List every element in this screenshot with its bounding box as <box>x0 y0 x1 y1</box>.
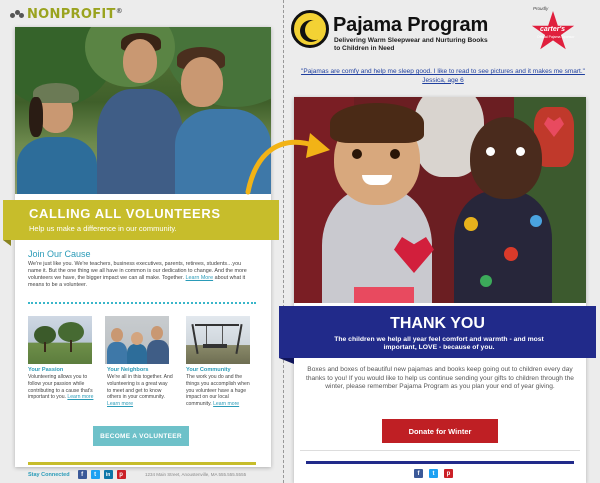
thank-you-banner <box>279 306 596 358</box>
playground-thumbnail <box>186 316 250 364</box>
child-quote[interactable]: "Pajamas are comfy and help me sleep good. I like to read to see pictures and it makes me smart." Jessica, age 6 <box>301 68 585 84</box>
facebook-icon[interactable]: f <box>78 470 87 479</box>
join-our-cause-heading: Join Our Cause <box>28 249 91 259</box>
navy-rule <box>306 461 574 464</box>
stay-connected-label: Stay Connected <box>28 471 70 478</box>
registered-mark: ® <box>115 7 123 15</box>
linkedin-icon[interactable]: in <box>104 470 113 479</box>
facebook-icon[interactable]: f <box>414 469 423 478</box>
grey-rule <box>300 450 580 451</box>
passion-text: Volunteering allows you to follow your passion while contributing to a cause that's important to you. Learn more <box>28 374 94 401</box>
neighbors-thumbnail <box>105 316 169 364</box>
community-title: Your Community <box>186 367 231 373</box>
banner-title: CALLING ALL VOLUNTEERS <box>29 206 221 221</box>
brand-name: NONPROFIT <box>27 7 116 22</box>
pajama-body-text: Boxes and boxes of beautiful new pajamas and books keep going out to children every day thanks to you! If you would like to help us continue sending your gifts to children through the winter, please remember Pajama Program as you plan your end of year giving. <box>306 366 574 391</box>
left-footer-social <box>28 470 126 479</box>
twitter-icon[interactable]: t <box>91 470 100 479</box>
park-thumbnail <box>28 316 92 364</box>
community-learn-more-link[interactable]: Learn more <box>213 401 240 408</box>
thank-you-title: THANK YOU <box>390 315 485 332</box>
become-a-volunteer-button[interactable]: BECOME A VOLUNTEER <box>93 426 189 446</box>
yellow-rule <box>28 462 256 465</box>
moon-logo-icon <box>291 10 329 48</box>
nonprofit-logo <box>10 7 123 22</box>
thank-you-subtitle: The children we help all year feel comfort and warmth - and most important, LOVE - because of you. <box>334 336 544 351</box>
neighbors-text: We're all in this together. And volunteering is a great way to meet and get to know others in your community. Learn more <box>107 374 173 408</box>
neighbors-learn-more-link[interactable]: Learn more <box>107 401 134 408</box>
passion-learn-more-link[interactable]: Learn more <box>67 394 94 401</box>
community-text: The work you do and the things you accomplish when you volunteer have a huge impact on our local community. Learn more <box>186 374 250 408</box>
volunteers-banner <box>3 200 279 240</box>
neighbors-title: Your Neighbors <box>107 367 149 373</box>
dotted-divider <box>28 302 256 304</box>
right-footer-social <box>414 469 453 478</box>
donate-for-winter-button[interactable]: Donate for Winter <box>382 419 498 443</box>
carters-logo: Proudly carter's Official Pajama Sponsor <box>523 6 585 56</box>
pajama-program-title: Pajama Program <box>333 14 489 36</box>
footer-address: 1234 Main Street, Anoustenville, MA 555.555.5555 <box>145 472 247 477</box>
pinterest-icon[interactable]: p <box>444 469 453 478</box>
pinterest-icon[interactable]: p <box>117 470 126 479</box>
banner-subtitle: Help us make a difference in our community. <box>29 224 177 233</box>
join-our-cause-text: We're just like you. We're teachers, business executives, parents, retirees, students…you name it. But the one thing we all have in common is our dedication to change. And the more volunteers we have, the bigger impact we can all make. Together. Learn More about what it means to be a volunteer. <box>28 261 247 288</box>
learn-more-link[interactable]: Learn More <box>185 275 214 281</box>
passion-title: Your Passion <box>28 367 64 373</box>
curved-arrow-icon <box>230 122 340 202</box>
pajama-program-tagline: Delivering Warm Sleepwear and Nurturing Books to Children in Need <box>334 37 488 52</box>
people-icon <box>10 10 24 20</box>
twitter-icon[interactable]: t <box>429 469 438 478</box>
